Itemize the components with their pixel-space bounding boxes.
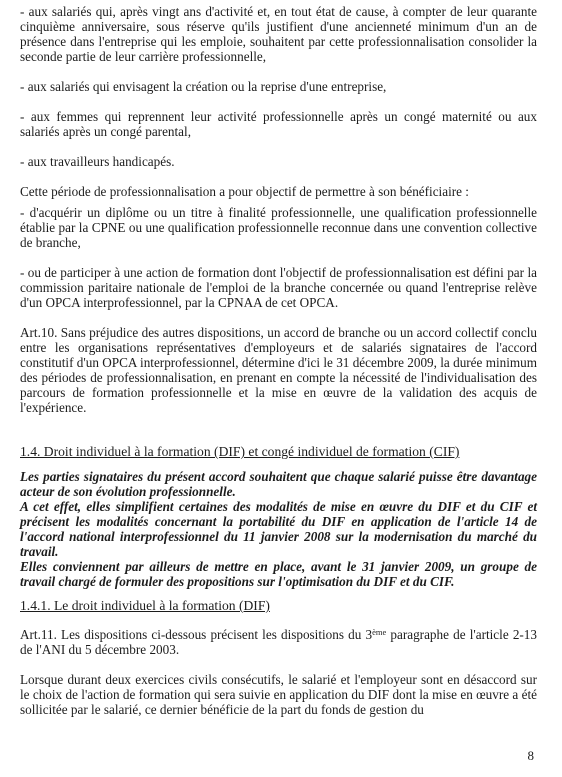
article-11-text-end: paragraphe de l'article 2-13 de l'ANI du 5 décembre 2003. xyxy=(20,627,537,657)
section-1-4-intro: Les parties signataires du présent accord souhaitent que chaque salarié puisse être davantage acteur de son évolution professionnelle. xyxy=(20,469,537,499)
article-11 xyxy=(20,627,537,657)
objective-training: - ou de participer à une action de formation dont l'objectif de professionnalisation est défini par la commission paritaire nationale de l'emploi de la branche concernée ou quand l'entreprise relève d'un OPCA interprofessionnel, par la CPNAA de cet OPCA. xyxy=(20,265,537,310)
article-10: Art.10. Sans préjudice des autres dispositions, un accord de branche ou un accord collectif conclu entre les organisations représentatives d'employeurs et de salariés signataires de l'accord constitutif d'un OPCA interprofessionnel, détermine d'ici le 31 décembre 2009, la durée minimum des périodes de professionnalisation, en prenant en compte la nécessité de l'individualisation des parcours de formation professionnelle et la mise en œuvre de la validation des acquis de l'expérience. xyxy=(20,325,537,415)
bullet-entrepreneurs: - aux salariés qui envisagent la création ou la reprise d'une entreprise, xyxy=(20,79,387,94)
bullet-women: - aux femmes qui reprennent leur activité professionnelle après un congé maternité ou aux salariés après un congé parental, xyxy=(20,109,537,139)
section-1-4-measures: A cet effet, elles simplifient certaines des modalités de mise en œuvre du DIF et du CIF et précisent les modalités concernant la portabilité du DIF en application de l'article 14 de l'accord national interprofessionnel du 11 janvier 2008 sur la modernisation du marché du travail. xyxy=(20,499,537,559)
dif-disagreement-paragraph: Lorsque durant deux exercices civils consécutifs, le salarié et l'employeur sont en désaccord sur le choix de l'action de formation qui sera suivie en application du DIF dont la mise en œuvre a été sollicitée par le salarié, ce dernier bénéficie de la part du fonds de gestion du xyxy=(20,672,537,717)
bullet-handicapped: - aux travailleurs handicapés. xyxy=(20,154,175,169)
page-content xyxy=(20,4,537,717)
article-11-superscript: ème xyxy=(372,627,387,637)
objective-intro: Cette période de professionnalisation a pour objectif de permettre à son bénéficiaire : xyxy=(20,184,469,199)
objective-diploma: - d'acquérir un diplôme ou un titre à finalité professionnelle, une qualification professionnelle établie par la CPNE ou une qualification professionnelle reconnue dans une convention collective de branche, xyxy=(20,205,537,250)
section-1-4-1-heading: 1.4.1. Le droit individuel à la formation (DIF) xyxy=(20,598,270,613)
section-1-4-working-group: Elles conviennent par ailleurs de mettre en place, avant le 31 janvier 2009, un groupe de travail chargé de formuler des propositions sur l'optimisation du DIF et du CIF. xyxy=(20,559,537,589)
section-1-4-heading: 1.4. Droit individuel à la formation (DIF) et congé individuel de formation (CIF) xyxy=(20,444,460,459)
page-number: 8 xyxy=(527,748,534,763)
bullet-seniors: - aux salariés qui, après vingt ans d'activité et, en tout état de cause, à compter de leur quarante cinquième anniversaire, sous réserve qu'ils justifient d'une ancienneté minimum d'un an de présence dans l'entreprise qui les emploie, souhaitent par cette professionnalisation consolider la seconde partie de leur carrière professionnelle, xyxy=(20,4,537,64)
article-11-text-start: Art.11. Les dispositions ci-dessous précisent les dispositions du 3 xyxy=(20,627,373,642)
